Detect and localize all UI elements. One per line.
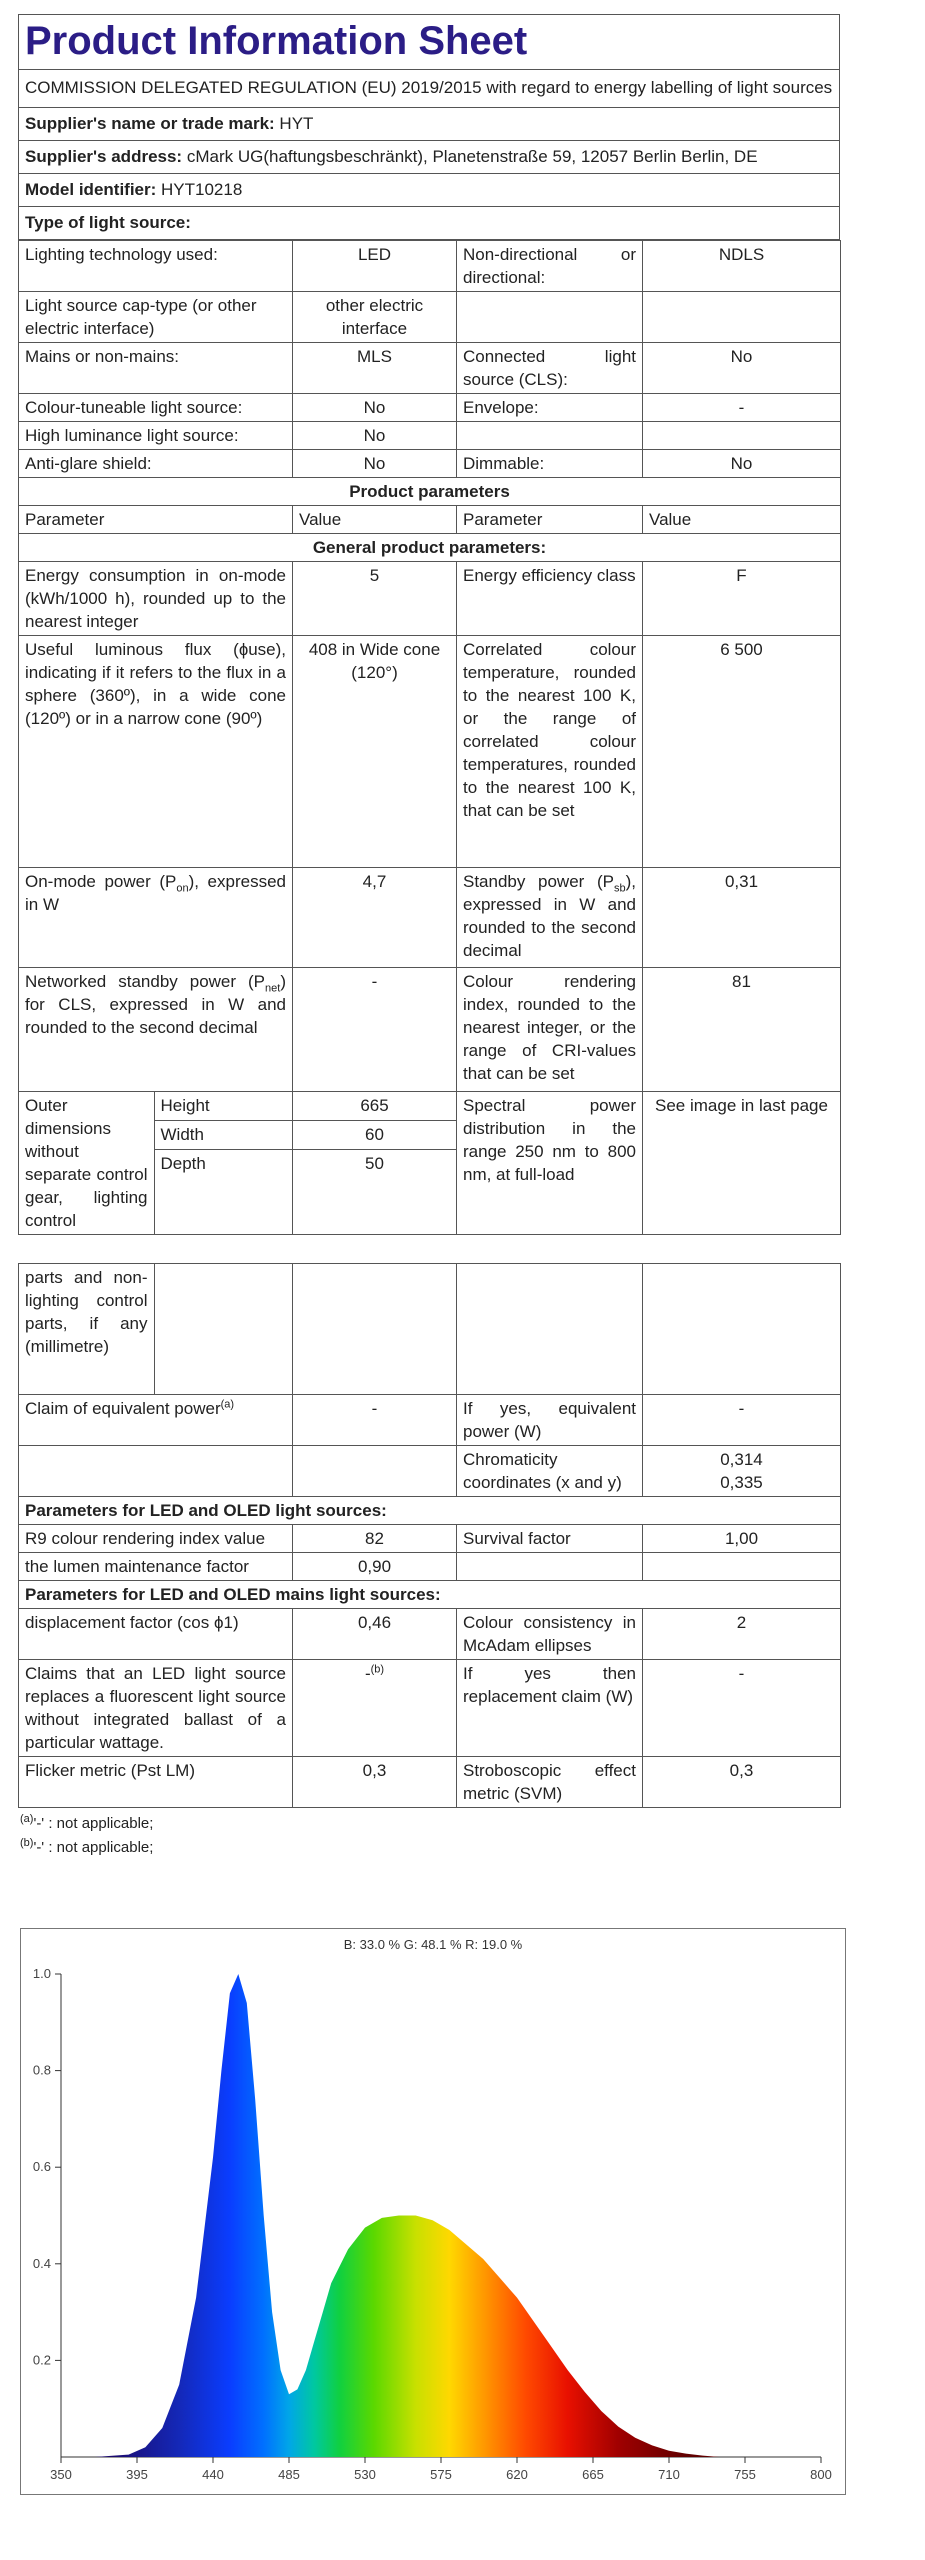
value-cell: 408 in Wide cone (120°) bbox=[293, 636, 457, 868]
table-row bbox=[19, 1446, 841, 1497]
dim-values-cell bbox=[293, 1092, 457, 1235]
table-row bbox=[19, 450, 841, 478]
chroma-x: 0,314 bbox=[720, 1450, 763, 1469]
y-tick-label: 0.8 bbox=[32, 2062, 51, 2078]
type-heading bbox=[19, 207, 839, 239]
table-row bbox=[19, 343, 841, 394]
value-cell: NDLS bbox=[643, 241, 841, 292]
spectral-power-chart bbox=[20, 1928, 846, 2495]
param-cell bbox=[457, 292, 643, 343]
dim-width-label: Width bbox=[154, 1121, 292, 1150]
value-cell bbox=[643, 292, 841, 343]
value-cell: 1,00 bbox=[643, 1525, 841, 1553]
footnote-text: '-' : not applicable; bbox=[33, 1815, 154, 1832]
type-heading-text: Type of light source: bbox=[25, 213, 191, 232]
text-part: Networked standby power (P bbox=[25, 972, 266, 991]
y-tick-label: 0.2 bbox=[32, 2352, 51, 2368]
x-tick-label: 395 bbox=[126, 2467, 148, 2482]
y-tick-label: 0.4 bbox=[32, 2255, 51, 2271]
param-cell: Colour rendering index, rounded to the nearest integer, or the range of CRI-values that can be set bbox=[457, 968, 643, 1092]
product-information-sheet bbox=[18, 14, 840, 1860]
param-cell: If yes, equivalent power (W) bbox=[457, 1395, 643, 1446]
footnotes bbox=[18, 1812, 840, 1860]
value-cell: - bbox=[643, 1395, 841, 1446]
param-cell: Spectral power distribution in the range 250 nm to 800 nm, at full-load bbox=[457, 1092, 643, 1235]
value-cell: 0,46 bbox=[293, 1609, 457, 1660]
param-cell: If yes then replacement claim (W) bbox=[457, 1660, 643, 1757]
outer-dimensions-label-cont: parts and non-lighting control parts, if any (millimetre) bbox=[19, 1264, 154, 1394]
param-cell: Dimmable: bbox=[457, 450, 643, 478]
value-cell: - bbox=[293, 1395, 457, 1446]
spectral-power-svg bbox=[21, 1929, 845, 2494]
table-row bbox=[19, 1609, 841, 1660]
param-cell: Light source cap-type (or other electric interface) bbox=[19, 292, 293, 343]
supplier-address-label: Supplier's address: bbox=[25, 147, 183, 166]
column-header: Parameter bbox=[19, 506, 293, 534]
value-cell: 5 bbox=[293, 562, 457, 636]
dim-height-value: 665 bbox=[293, 1092, 456, 1121]
table-row bbox=[19, 394, 841, 422]
model-identifier-label: Model identifier: bbox=[25, 180, 157, 199]
value-cell: 4,7 bbox=[293, 868, 457, 968]
value-cell: 0,90 bbox=[293, 1553, 457, 1581]
value-cell: 0,3 bbox=[643, 1757, 841, 1808]
param-cell: displacement factor (cos ϕ1) bbox=[19, 1609, 293, 1660]
table-row bbox=[19, 1660, 841, 1757]
empty-cell bbox=[154, 1264, 292, 1394]
table-row bbox=[19, 1092, 841, 1235]
general-parameters-heading: General product parameters: bbox=[19, 534, 841, 562]
value-cell: - bbox=[293, 968, 457, 1092]
param-cell: the lumen maintenance factor bbox=[19, 1553, 293, 1581]
param-cell bbox=[457, 422, 643, 450]
dim-depth-value: 50 bbox=[365, 1154, 384, 1173]
text-part: ), expressed in W bbox=[25, 872, 286, 914]
text-part: ), expressed in W and rounded to the second decimal bbox=[463, 872, 636, 960]
param-cell: Chromaticity coordinates (x and y) bbox=[457, 1446, 643, 1497]
outer-dimensions-table bbox=[19, 1092, 292, 1234]
subscript: on bbox=[176, 882, 189, 895]
subscript: net bbox=[265, 982, 281, 995]
value-cell: 6 500 bbox=[643, 636, 841, 868]
subscript: sb bbox=[613, 882, 626, 895]
section-row bbox=[19, 1497, 841, 1525]
value-cell: MLS bbox=[293, 343, 457, 394]
x-tick-label: 440 bbox=[202, 2467, 224, 2482]
value-cell bbox=[643, 1446, 841, 1497]
param-cell: Non-directional or directional: bbox=[457, 241, 643, 292]
product-parameters-heading: Product parameters bbox=[19, 478, 841, 506]
x-tick-label: 350 bbox=[50, 2467, 72, 2482]
value-cell bbox=[293, 1660, 457, 1757]
table-row bbox=[19, 1757, 841, 1808]
param-cell bbox=[457, 1553, 643, 1581]
empty-cell bbox=[643, 1264, 841, 1395]
text-part: - bbox=[364, 1664, 371, 1683]
page-break-gap bbox=[18, 1235, 840, 1263]
table-row bbox=[19, 562, 841, 636]
table-row bbox=[19, 241, 841, 292]
value-cell bbox=[643, 422, 841, 450]
y-tick-label: 0.6 bbox=[32, 2159, 51, 2175]
param-cell: Lighting technology used: bbox=[19, 241, 293, 292]
supplier-address-value: cMark UG(haftungsbeschränkt), Planetenstraße 59, 12057 Berlin Berlin, DE bbox=[186, 147, 758, 166]
table-row bbox=[19, 968, 841, 1092]
param-cell bbox=[19, 968, 293, 1092]
param-cell bbox=[19, 868, 293, 968]
value-cell bbox=[643, 1553, 841, 1581]
param-cell: Connected light source (CLS): bbox=[457, 343, 643, 394]
value-cell: other electric interface bbox=[293, 292, 457, 343]
param-cell: Correlated colour temperature, rounded to the nearest 100 K, or the range of correlated colour temperatures, rounded to the nearest 100 K, that can be set bbox=[457, 636, 643, 868]
model-identifier-value: HYT10218 bbox=[161, 180, 243, 199]
param-cell bbox=[457, 868, 643, 968]
x-tick-label: 620 bbox=[506, 2467, 528, 2482]
chroma-y: 0,335 bbox=[720, 1473, 763, 1492]
empty-cell bbox=[19, 1446, 293, 1497]
outer-dimensions-cell-cont bbox=[19, 1264, 293, 1395]
value-cell: F bbox=[643, 562, 841, 636]
sheet-header-block bbox=[18, 14, 840, 240]
column-header: Value bbox=[643, 506, 841, 534]
param-cell: Energy efficiency class bbox=[457, 562, 643, 636]
mains-parameters-heading: Parameters for LED and OLED mains light sources: bbox=[19, 1581, 841, 1609]
led-parameters-heading: Parameters for LED and OLED light sources: bbox=[19, 1497, 841, 1525]
dim-row bbox=[19, 1092, 292, 1121]
table-row bbox=[19, 1525, 841, 1553]
page-title: Product Information Sheet bbox=[19, 15, 839, 70]
value-cell: 0,3 bbox=[293, 1757, 457, 1808]
empty-cell bbox=[457, 1264, 643, 1395]
dim-width-value: 60 bbox=[293, 1121, 456, 1150]
value-cell: 2 bbox=[643, 1609, 841, 1660]
value-cell: No bbox=[293, 450, 457, 478]
column-header-row bbox=[19, 506, 841, 534]
footnote-marker: (b) bbox=[20, 1837, 34, 1849]
outer-dimensions-table-cont bbox=[19, 1264, 292, 1394]
value-cell: 81 bbox=[643, 968, 841, 1092]
footnote-marker: (a) bbox=[220, 1398, 235, 1411]
supplier-name-row bbox=[19, 108, 839, 141]
supplier-name-label: Supplier's name or trade mark: bbox=[25, 114, 275, 133]
footnote-marker: (b) bbox=[370, 1663, 385, 1676]
table-row bbox=[19, 636, 841, 868]
value-cell: See image in last page bbox=[643, 1092, 841, 1235]
param-cell: Colour-tuneable light source: bbox=[19, 394, 293, 422]
param-cell: Colour consistency in McAdam ellipses bbox=[457, 1609, 643, 1660]
parameters-table-continued bbox=[18, 1263, 841, 1808]
value-cell: LED bbox=[293, 241, 457, 292]
param-cell: Useful luminous flux (ɸuse), indicating if it refers to the flux in a sphere (360º), in a wide cone (120º) or in a narrow cone (90º) bbox=[19, 636, 293, 868]
x-tick-label: 575 bbox=[430, 2467, 452, 2482]
text-part: Claim of equivalent power bbox=[25, 1399, 221, 1418]
value-cell: No bbox=[293, 422, 457, 450]
footnote-a bbox=[20, 1812, 840, 1836]
value-cell: - bbox=[643, 1660, 841, 1757]
x-tick-label: 485 bbox=[278, 2467, 300, 2482]
section-row bbox=[19, 534, 841, 562]
dim-depth-label: Depth bbox=[160, 1154, 206, 1173]
param-cell: Envelope: bbox=[457, 394, 643, 422]
param-cell: Survival factor bbox=[457, 1525, 643, 1553]
value-cell: 82 bbox=[293, 1525, 457, 1553]
text-part: Standby power (P bbox=[463, 872, 614, 891]
value-cell: No bbox=[293, 394, 457, 422]
param-cell: R9 colour rendering index value bbox=[19, 1525, 293, 1553]
dim-row bbox=[19, 1264, 292, 1394]
supplier-address-row bbox=[19, 141, 839, 174]
text-part: On-mode power (P bbox=[25, 872, 177, 891]
spectrum-area bbox=[95, 1974, 720, 2457]
x-tick-label: 710 bbox=[658, 2467, 680, 2482]
section-row bbox=[19, 478, 841, 506]
param-cell: High luminance light source: bbox=[19, 422, 293, 450]
empty-cell bbox=[293, 1446, 457, 1497]
dim-height-label: Height bbox=[154, 1092, 292, 1121]
value-cell: No bbox=[643, 450, 841, 478]
table-row bbox=[19, 868, 841, 968]
outer-dimensions-cell bbox=[19, 1092, 293, 1235]
param-cell: Energy consumption in on-mode (kWh/1000 h), rounded up to the nearest integer bbox=[19, 562, 293, 636]
table-row bbox=[19, 1264, 841, 1395]
outer-dimensions-label: Outer dimensions without separate control gear, lighting control bbox=[19, 1092, 154, 1234]
param-cell: Claims that an LED light source replaces a fluorescent light source without integrated ballast of a particular wattage. bbox=[19, 1660, 293, 1757]
y-tick-label: 1.0 bbox=[32, 1966, 51, 1981]
param-cell: Anti-glare shield: bbox=[19, 450, 293, 478]
x-tick-label: 800 bbox=[810, 2467, 832, 2482]
footnote-marker: (a) bbox=[20, 1813, 34, 1825]
column-header: Parameter bbox=[457, 506, 643, 534]
section-row bbox=[19, 1581, 841, 1609]
table-row bbox=[19, 1395, 841, 1446]
text-part: ) for CLS, expressed in W and rounded to the second decimal bbox=[25, 972, 286, 1037]
footnote-b bbox=[20, 1836, 840, 1860]
regulation-text: COMMISSION DELEGATED REGULATION (EU) 2019/2015 with regard to energy labelling of light sources bbox=[19, 70, 839, 108]
supplier-name-value: HYT bbox=[279, 114, 314, 133]
parameters-table bbox=[18, 240, 841, 1235]
value-cell: 0,31 bbox=[643, 868, 841, 968]
chart-title: B: 33.0 % G: 48.1 % R: 19.0 % bbox=[343, 1937, 523, 1952]
param-cell: Mains or non-mains: bbox=[19, 343, 293, 394]
x-tick-label: 665 bbox=[582, 2467, 604, 2482]
param-cell: Stroboscopic effect metric (SVM) bbox=[457, 1757, 643, 1808]
table-row bbox=[19, 292, 841, 343]
param-cell: Flicker metric (Pst LM) bbox=[19, 1757, 293, 1808]
table-row bbox=[19, 422, 841, 450]
footnote-text: '-' : not applicable; bbox=[33, 1839, 154, 1856]
model-identifier-row bbox=[19, 174, 839, 207]
value-cell: - bbox=[643, 394, 841, 422]
value-cell: No bbox=[643, 343, 841, 394]
empty-cell bbox=[293, 1264, 457, 1395]
param-cell bbox=[19, 1395, 293, 1446]
x-tick-label: 755 bbox=[734, 2467, 756, 2482]
column-header: Value bbox=[293, 506, 457, 534]
x-tick-label: 530 bbox=[354, 2467, 376, 2482]
table-row bbox=[19, 1553, 841, 1581]
